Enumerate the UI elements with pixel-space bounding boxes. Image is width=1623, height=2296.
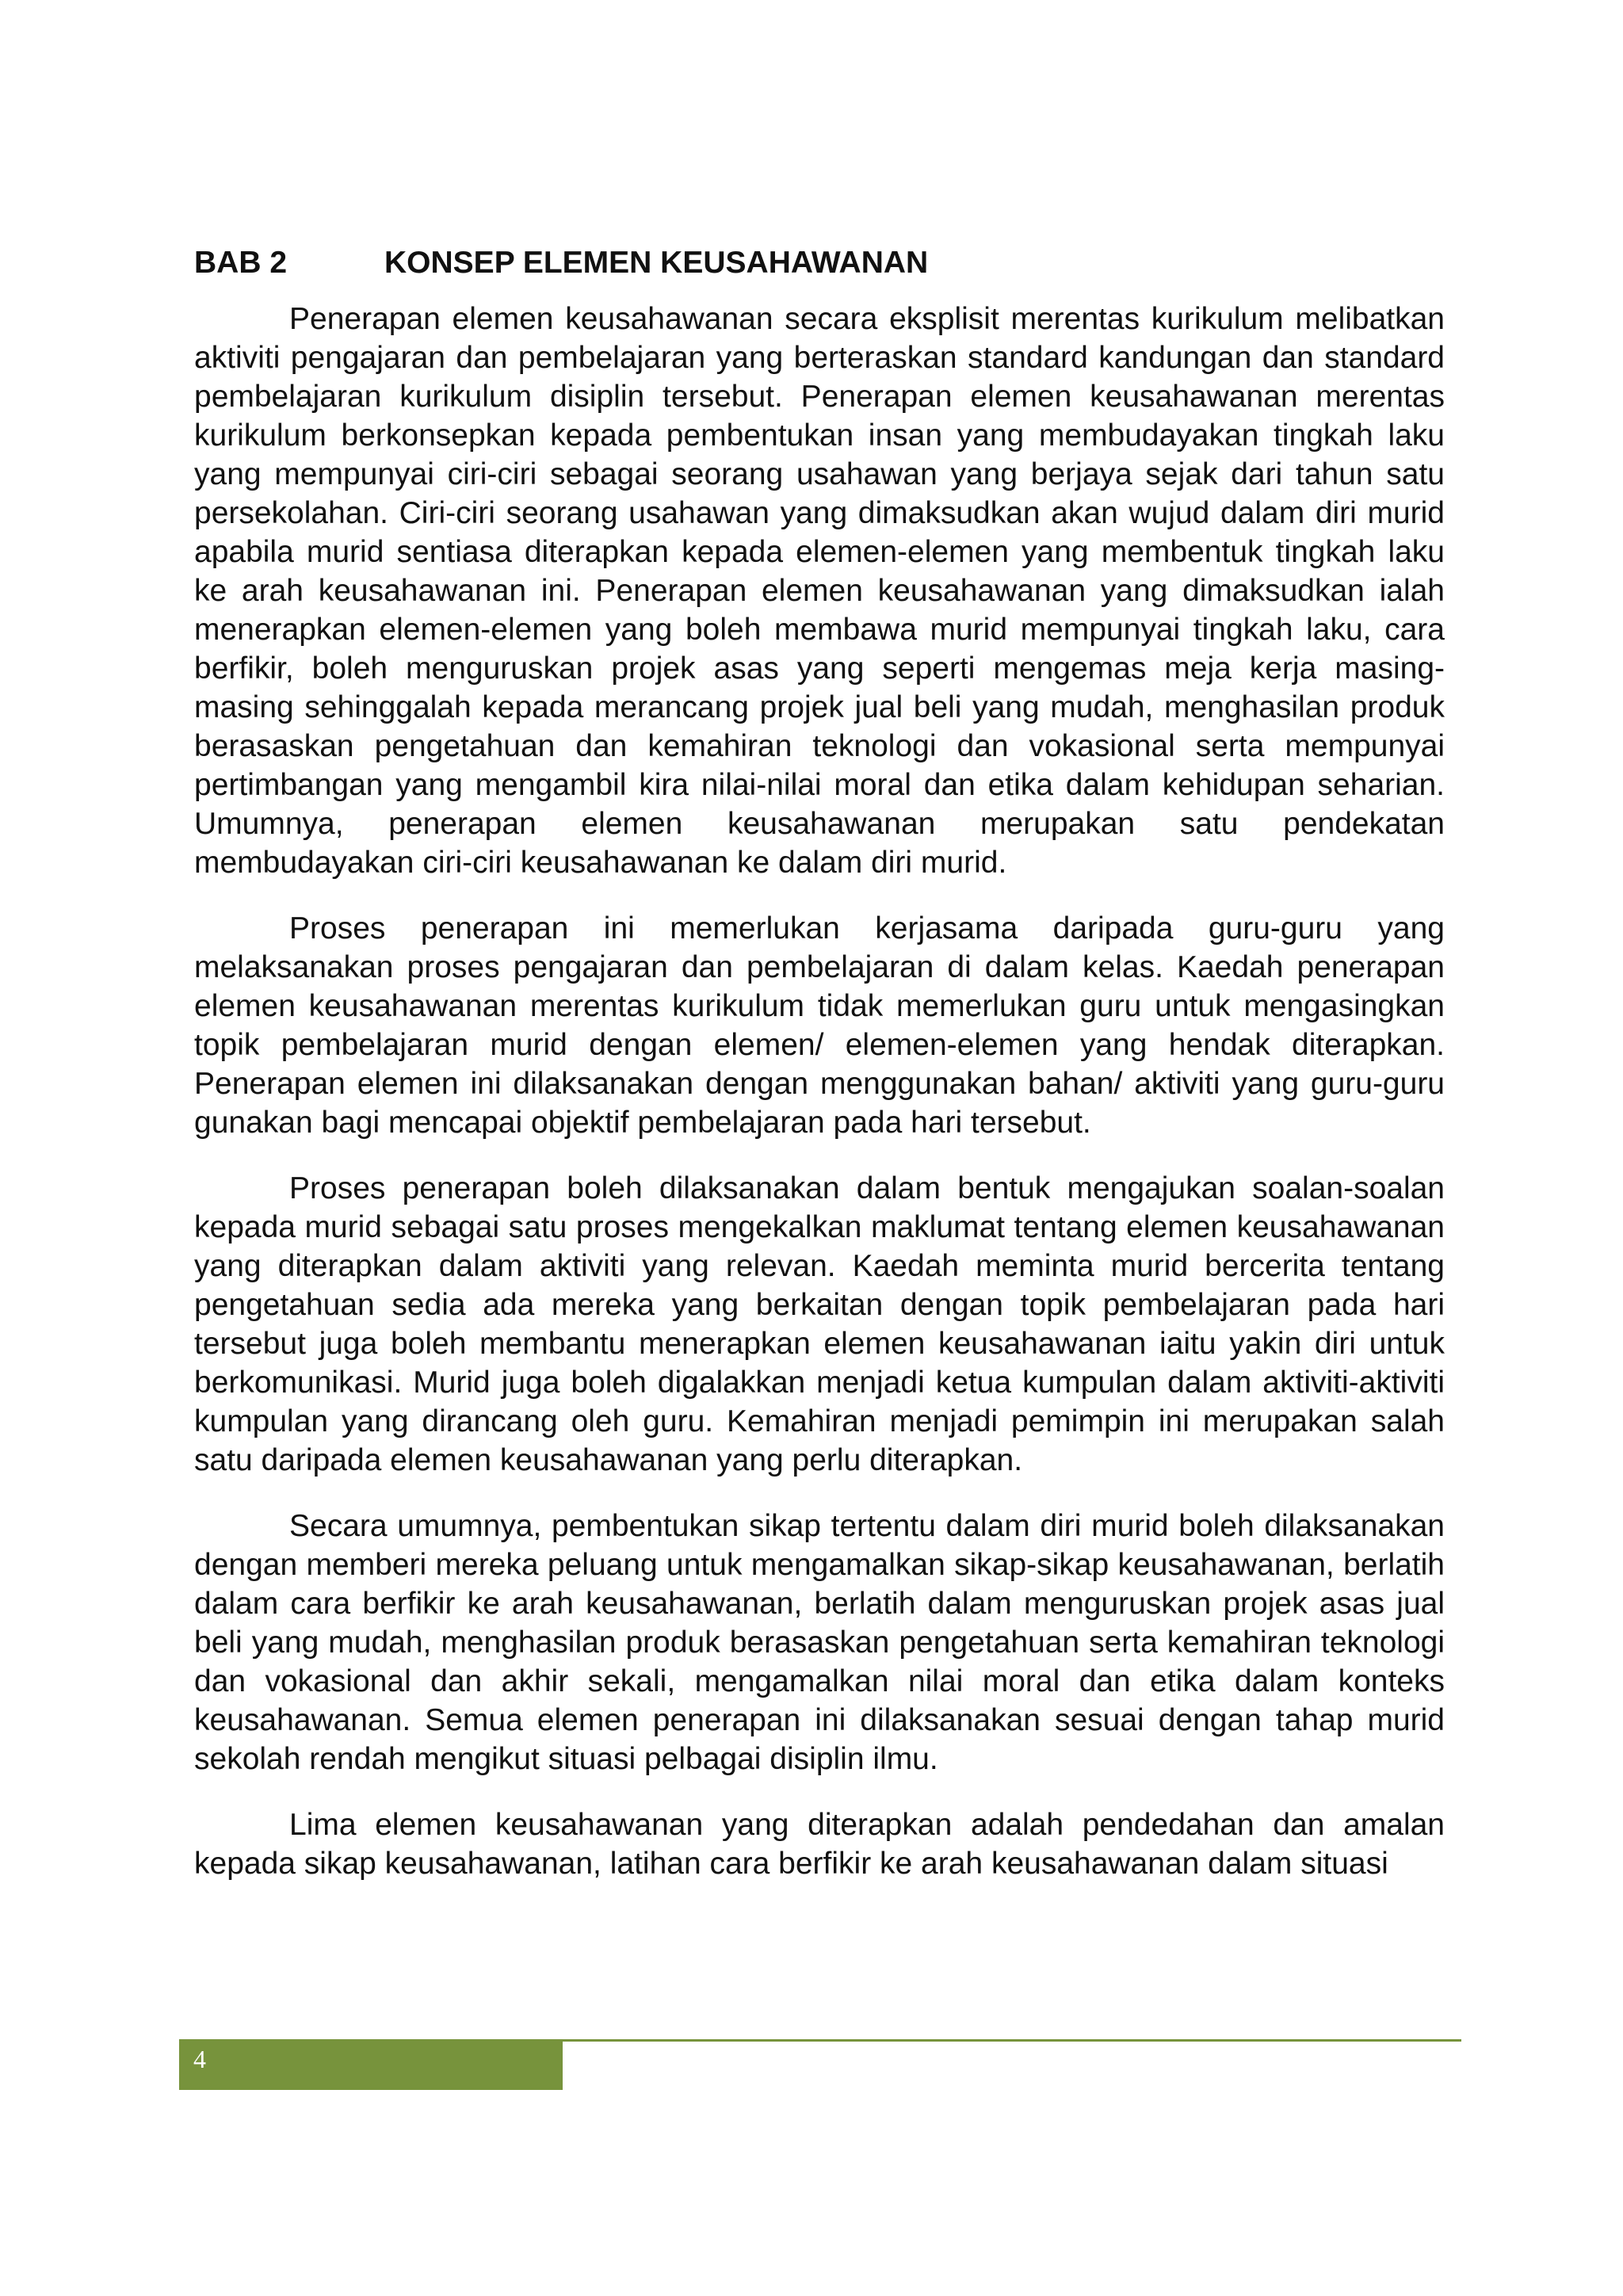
paragraph-5: Lima elemen keusahawanan yang diterapkan adalah pendedahan dan amalan kepada sikap keusahawanan, latihan cara berfikir ke arah keusahawanan dalam situasi bbox=[194, 1808, 1445, 1881]
page-number: 4 bbox=[193, 2045, 206, 2073]
page-content bbox=[194, 244, 1445, 1910]
paragraph-3: Proses penerapan boleh dilaksanakan dalam bentuk mengajukan soalan-soalan kepada murid sebagai satu proses mengekalkan maklumat tentang elemen keusahawanan yang diterapkan dalam aktiviti yang relevan. Kaedah meminta murid bercerita tentang pengetahuan sedia ada mereka yang berkaitan dengan topik pembelajaran pada hari tersebut juga boleh membantu menerapkan elemen keusahawanan iaitu yakin diri untuk berkomunikasi. Murid juga boleh digalakkan menjadi ketua kumpulan dalam aktiviti-aktiviti kumpulan yang dirancang oleh guru. Kemahiran menjadi pemimpin ini merupakan salah satu daripada elemen keusahawanan yang perlu diterapkan. bbox=[194, 1171, 1445, 1477]
paragraph-4: Secara umumnya, pembentukan sikap tertentu dalam diri murid boleh dilaksanakan dengan memberi mereka peluang untuk mengamalkan sikap-sikap keusahawanan, berlatih dalam cara berfikir ke arah keusahawanan, berlatih dalam menguruskan projek asas jual beli yang mudah, menghasilan produk berasaskan pengetahuan serta kemahiran teknologi dan vokasional dan akhir sekali, mengamalkan nilai moral dan etika dalam konteks keusahawanan. Semua elemen penerapan ini dilaksanakan sesuai dengan tahap murid sekolah rendah mengikut situasi pelbagai disiplin ilmu. bbox=[194, 1509, 1445, 1776]
chapter-heading bbox=[194, 244, 1445, 282]
paragraph-2: Proses penerapan ini memerlukan kerjasama daripada guru-guru yang melaksanakan proses pengajaran dan pembelajaran di dalam kelas. Kaedah penerapan elemen keusahawanan merentas kurikulum tidak memerlukan guru untuk mengasingkan topik pembelajaran murid dengan elemen/ elemen-elemen yang hendak diterapkan. Penerapan elemen ini dilaksanakan dengan menggunakan bahan/ aktiviti yang guru-guru gunakan bagi mencapai objektif pembelajaran pada hari tersebut. bbox=[194, 911, 1445, 1140]
chapter-title: KONSEP ELEMEN KEUSAHAWANAN bbox=[384, 246, 929, 280]
chapter-number: BAB 2 bbox=[194, 246, 288, 280]
footer-page-number-bar bbox=[179, 2039, 563, 2090]
paragraph-1: Penerapan elemen keusahawanan secara eksplisit merentas kurikulum melibatkan aktiviti pengajaran dan pembelajaran yang berteraskan standard kandungan dan standard pembelajaran kurikulum disiplin tersebut. Penerapan elemen keusahawanan merentas kurikulum berkonsepkan kepada pembentukan insan yang membudayakan tingkah laku yang mempunyai ciri-ciri sebagai seorang usahawan yang berjaya sejak dari tahun satu persekolahan. Ciri-ciri seorang usahawan yang dimaksudkan akan wujud dalam diri murid apabila murid sentiasa diterapkan kepada elemen-elemen yang membentuk tingkah laku ke arah keusahawanan ini. Penerapan elemen keusahawanan yang dimaksudkan ialah menerapkan elemen-elemen yang boleh membawa murid mempunyai tingkah laku, cara berfikir, boleh menguruskan projek asas yang seperti mengemas meja kerja masing-masing sehinggalah kepada merancang projek jual beli yang mudah, menghasilan produk berasaskan pengetahuan dan kemahiran teknologi dan vokasional serta mempunyai pertimbangan yang mengambil kira nilai-nilai moral dan etika dalam kehidupan seharian. Umumnya, penerapan elemen keusahawanan merupakan satu pendekatan membudayakan ciri-ciri keusahawanan ke dalam diri murid. bbox=[194, 302, 1445, 880]
